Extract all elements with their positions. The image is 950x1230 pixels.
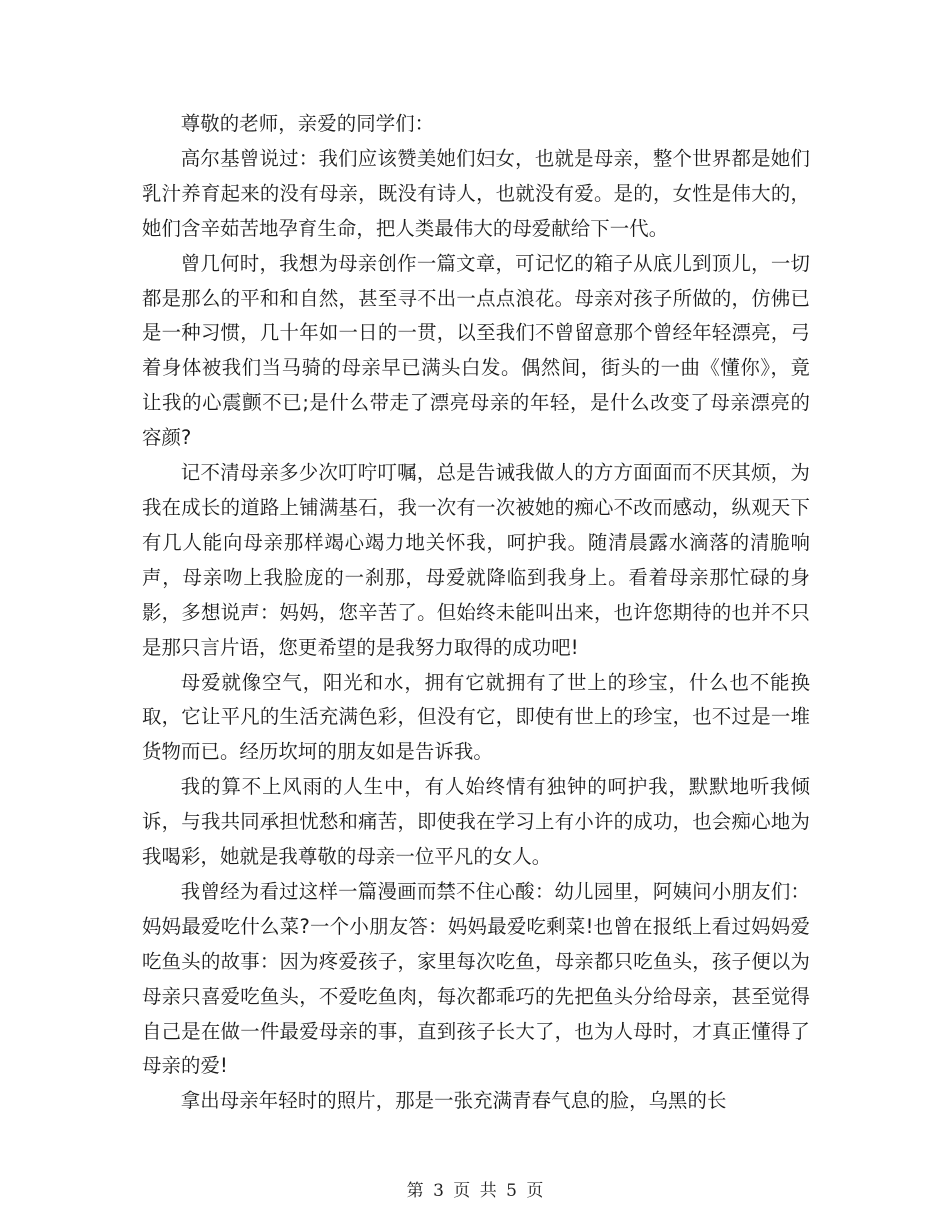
paragraph-old-photo: 拿出母亲年轻时的照片，那是一张充满青春气息的脸，乌黑的长: [180, 1089, 727, 1113]
page-number-footer: 第 3 页 共 5 页: [406, 1181, 544, 1201]
paragraph-love-like-air: 母爱就像空气，阳光和水，拥有它就拥有了世上的珍宝，什么也不能换取，它让平凡的生活充满色彩，但没有它，即使有世上的珍宝，也不过是一堆货物而已。经历坎坷的朋友如是告诉我。: [142, 670, 810, 764]
paragraph-gorky-quote: 高尔基曾说过：我们应该赞美她们妇女，也就是母亲，整个世界都是她们乳汁养育起来的没有母亲，既没有诗人，也就没有爱。是的，女性是伟大的，她们含辛茹苦地孕育生命，把人类最伟大的母爱献给下一代。: [142, 146, 810, 240]
paragraph-mother-care: 记不清母亲多少次叮咛叮嘱，总是告诫我做人的方方面面而不厌其烦，为我在成长的道路上铺满基石，我一次有一次被她的痴心不改而感动，纵观天下有几人能向母亲那样竭心竭力地关怀我，呵护我。随清晨露水滴落的清脆响声，母亲吻上我脸庞的一刹那，母爱就降临到我身上。看着母亲那忙碌的身影，多想说声：妈妈，您辛苦了。但始终未能叫出来，也许您期待的也并不只是那只言片语，您更希望的是我努力取得的成功吧!: [142, 461, 810, 659]
paragraph-salutation: 尊敬的老师，亲爱的同学们：: [180, 112, 435, 135]
paragraph-ordinary-woman: 我的算不上风雨的人生中，有人始终情有独钟的呵护我，默默地听我倾诉，与我共同承担忧愁和痛苦，即使我在学习上有小许的成功，也会痴心地为我喝彩，她就是我尊敬的母亲一位平凡的女人。: [142, 775, 810, 869]
document-body: [142, 107, 810, 1119]
paragraph-memory: 曾几何时，我想为母亲创作一篇文章，可记忆的箱子从底儿到顶儿，一切都是那么的平和和自然，甚至寻不出一点点浪花。母亲对孩子所做的，仿佛已是一种习惯，几十年如一日的一贯，以至我们不曾留意那个曾经年轻漂亮，弓着身体被我们当马骑的母亲早已满头白发。偶然间，街头的一曲《懂你》，竟让我的心震颤不已;是什么带走了漂亮母亲的年轻，是什么改变了母亲漂亮的容颜?: [142, 251, 810, 450]
paragraph-fish-head-story: 我曾经为看过这样一篇漫画而禁不住心酸：幼儿园里，阿姨问小朋友们：妈妈最爱吃什么菜?一个小朋友答：妈妈最爱吃剩菜!也曾在报纸上看过妈妈爱吃鱼头的故事：因为疼爱孩子，家里每次吃鱼，母亲都只吃鱼头，孩子便以为母亲只喜爱吃鱼头，不爱吃鱼肉，每次都乖巧的先把鱼头分给母亲，甚至觉得自己是在做一件最爱母亲的事，直到孩子长大了，也为人母时，才真正懂得了母亲的爱!: [142, 879, 810, 1078]
